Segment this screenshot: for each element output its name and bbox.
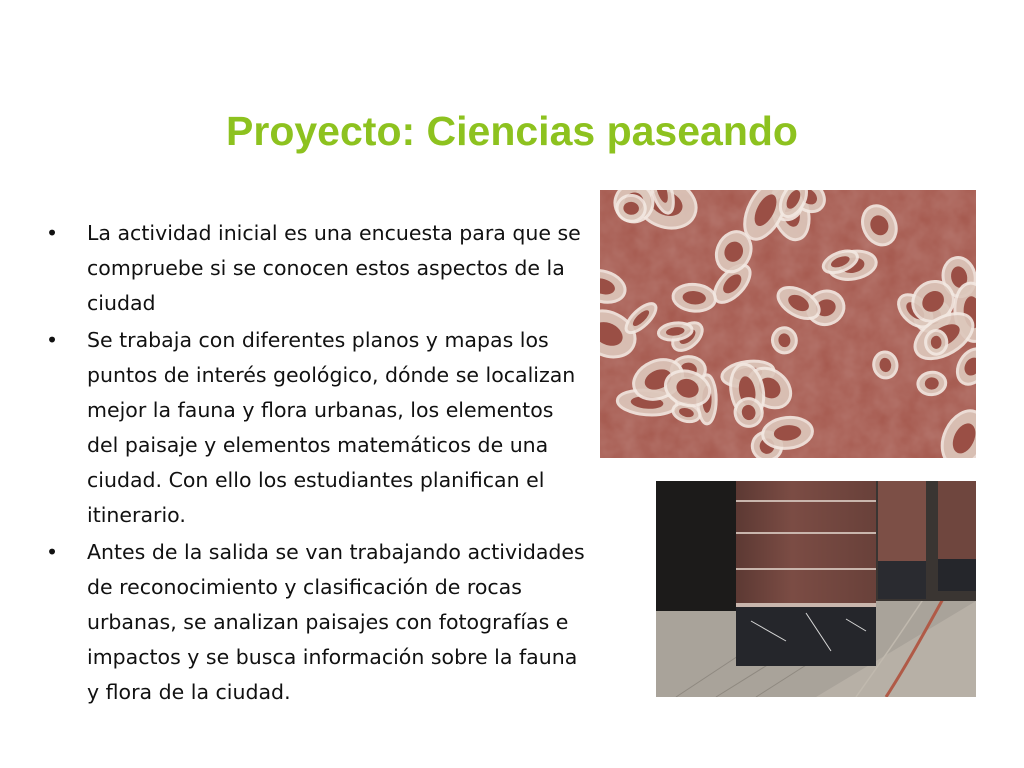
bullet-item <box>46 216 586 321</box>
bullet-dot-icon: • <box>46 221 59 245</box>
bullet-list <box>46 216 586 712</box>
marble-texture-photo <box>600 190 976 458</box>
bullet-text: Antes de la salida se van trabajando actividades de reconocimiento y clasificación de rocas urbanas, se analizan paisajes con fotografías e impactos y se busca información sobre la fauna y flora de la ciudad. <box>87 540 585 704</box>
bullet-item <box>46 323 586 533</box>
bullet-text: Se trabaja con diferentes planos y mapas los puntos de interés geológico, dónde se localizan mejor la fauna y flora urbanas, los elementos del paisaje y elementos matemáticos de una ciudad. Con ello los estudiantes planifican el itinerario. <box>87 328 576 527</box>
bullet-dot-icon: • <box>46 328 59 352</box>
bullet-text: La actividad inicial es una encuesta para que se compruebe si se conocen estos aspectos de la ciudad <box>87 221 581 315</box>
bullet-item <box>46 535 586 710</box>
bullet-dot-icon: • <box>46 540 59 564</box>
marble-columns-photo <box>656 481 976 697</box>
slide-title: Proyecto: Ciencias paseando <box>226 108 798 155</box>
